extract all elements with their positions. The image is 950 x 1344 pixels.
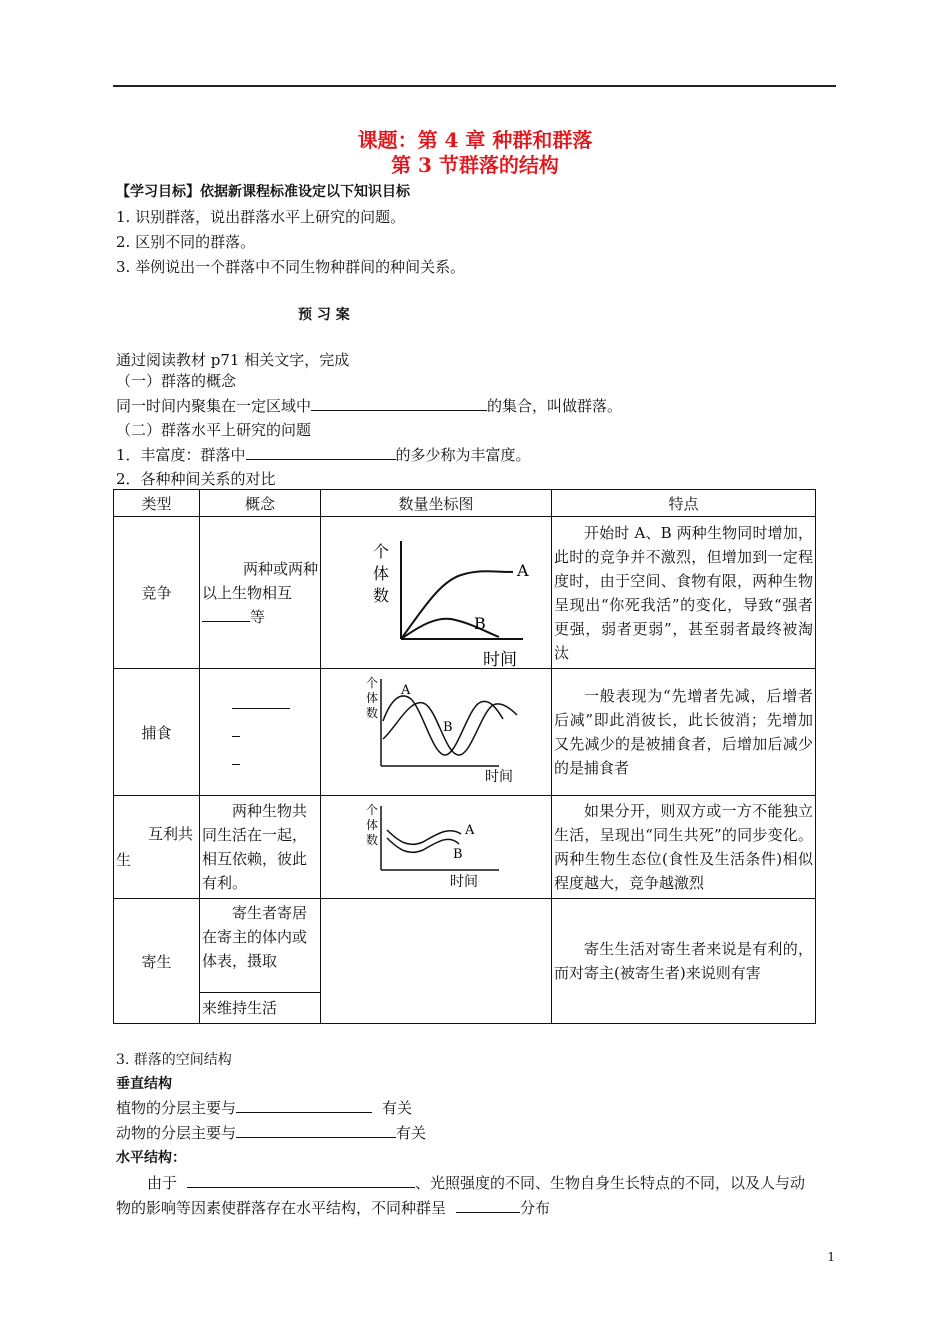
axis-label-y: 数	[366, 833, 379, 847]
horizontal-line-1	[147, 1172, 805, 1193]
blank-answer-field[interactable]	[456, 1198, 520, 1213]
concept-line: 以上生物相互	[202, 583, 293, 602]
table-header-row	[114, 490, 816, 517]
type-competition: 竞争	[114, 517, 200, 669]
page-subtitle: 第 3 节群落的结构	[391, 153, 559, 177]
concept-line: 两种或两种	[242, 559, 318, 578]
page-title: 课题：第 4 章 种群和群落	[357, 128, 593, 152]
vertical-structure-title: 垂直结构	[116, 1076, 172, 1092]
concept-line: 等	[250, 607, 266, 626]
definition-text-after: 的集合，叫做群落。	[487, 397, 623, 415]
series-b-line	[387, 838, 459, 852]
axis-label-x: 时间	[450, 874, 478, 890]
competition-graph-svg	[321, 517, 550, 668]
animal-text-after: 有关	[396, 1124, 427, 1142]
series-a-label: A	[465, 823, 475, 838]
feature-predation: 一般表现为“先增者先减，后增者后减”即此消彼长，此长彼消；先增加又先减少的是被捕食者，后增加后减少的是捕食者	[552, 669, 816, 796]
horizontal-text-before: 物的影响等因素使群落存在水平结构，不同种群呈	[116, 1199, 447, 1217]
table-row	[114, 669, 816, 796]
objective-item: 1. 识别群落，说出群落水平上研究的问题。	[116, 208, 406, 226]
spatial-heading: 3. 群落的空间结构	[116, 1052, 232, 1068]
predation-graph	[321, 669, 552, 796]
blank-answer-field[interactable]	[232, 694, 290, 709]
series-a-label: A	[517, 561, 529, 580]
header-rule	[113, 85, 836, 87]
mutualism-graph-svg	[321, 796, 550, 898]
table-row	[114, 517, 816, 669]
horizontal-text-after: 、光照强度的不同、生物自身生长特点的不同，以及人与动	[415, 1174, 806, 1192]
header-feature: 特点	[552, 490, 816, 517]
section-1-title: （一）群落的概念	[116, 372, 237, 390]
concept-parasitism-bottom: 来维持生活	[202, 999, 278, 1017]
richness-text-before: 1．丰富度：群落中	[116, 446, 246, 464]
horizontal-structure-title: 水平结构：	[116, 1150, 186, 1166]
axis-label-y: 数	[366, 706, 379, 720]
horizontal-text-after: 分布	[520, 1199, 551, 1217]
header-type: 类型	[114, 490, 200, 517]
feature-parasitism: 寄生生活对寄生者来说是有利的，而对寄主(被寄生者)来说则有害	[552, 899, 816, 1024]
predation-graph-svg	[321, 669, 550, 795]
section-2-title: （二）群落水平上研究的问题	[116, 421, 312, 439]
type-mutualism-label: 互利共生	[116, 825, 194, 869]
axis-label-y: 体	[373, 564, 390, 583]
axis-label-y: 体	[366, 691, 379, 705]
concept-blank-line	[232, 718, 318, 746]
header-concept: 概念	[200, 490, 321, 517]
animal-text-before: 动物的分层主要与	[116, 1124, 237, 1142]
comparison-heading: 2．各种种间关系的对比	[116, 470, 276, 488]
table-row	[114, 796, 816, 899]
concept-blank-line	[232, 746, 318, 774]
type-predation: 捕食	[114, 669, 200, 796]
richness-text-after: 的多少称为丰富度。	[395, 446, 531, 464]
competition-graph	[321, 517, 552, 669]
blank-answer-field[interactable]	[202, 607, 250, 622]
concept-blank-line	[232, 690, 318, 718]
axis-label-y: 个	[366, 676, 379, 690]
series-b-label: B	[453, 847, 463, 862]
blank-answer-field[interactable]	[232, 750, 240, 765]
type-mutualism	[114, 796, 200, 899]
concept-mutualism: 两种生物共同生活在一起，相互依赖，彼此有利。	[200, 796, 321, 899]
axis-label-y: 数	[373, 586, 390, 605]
objective-item: 2. 区别不同的群落。	[116, 233, 256, 251]
concept-parasitism-top: 寄生者寄居在寄主的体内或体表，摄取	[200, 899, 320, 993]
objectives-heading: 【学习目标】依据新课程标准设定以下知识目标	[116, 184, 410, 200]
feature-competition: 开始时 A、B 两种生物同时增加，此时的竞争并不激烈，但增加到一定程度时，由于空间、食物有限，两种生物呈现出“你死我活”的变化，导致“强者更强，弱者更弱”，甚至弱者最终被淘汰	[552, 517, 816, 669]
blank-answer-field[interactable]	[236, 1123, 396, 1138]
feature-mutualism: 如果分开，则双方或一方不能独立生活，呈现出“同生共死”的同步变化。两种生物生态位(食性及生活条件)相似程度越大，竞争越激烈	[552, 796, 816, 899]
blank-answer-field[interactable]	[236, 1098, 372, 1113]
type-parasitism: 寄生	[114, 899, 200, 1024]
concept-predation	[200, 669, 321, 796]
series-b-label: B	[474, 614, 486, 633]
horizontal-text-before: 由于	[147, 1174, 178, 1192]
objective-item: 3. 举例说出一个群落中不同生物种群间的种间关系。	[116, 258, 466, 276]
axis-label-y: 个	[373, 542, 390, 561]
definition-text-before: 同一时间内聚集在一定区域中	[116, 397, 312, 415]
series-a-label: A	[401, 683, 411, 698]
richness-item	[116, 444, 531, 465]
blank-answer-field[interactable]	[187, 1173, 415, 1188]
table-row	[114, 899, 816, 1024]
header-graph: 数量坐标图	[321, 490, 552, 517]
concept-parasitism	[200, 899, 321, 1024]
blank-answer-field[interactable]	[311, 396, 487, 411]
axis-label-x: 时间	[483, 650, 517, 668]
plant-text-before: 植物的分层主要与	[116, 1099, 237, 1117]
series-b-label: B	[443, 720, 453, 735]
plant-text-after: 有关	[382, 1099, 413, 1117]
preview-heading: 预 习 案	[298, 307, 350, 323]
axis-label-y: 体	[366, 818, 379, 832]
concept-line-blank	[202, 605, 318, 629]
mutualism-graph	[321, 796, 552, 899]
interspecific-relations-table	[113, 489, 816, 1024]
plant-layering	[116, 1097, 412, 1118]
blank-answer-field[interactable]	[246, 445, 396, 460]
concept-competition	[200, 517, 321, 669]
axis-label-y: 个	[366, 803, 379, 817]
animal-layering	[116, 1122, 426, 1143]
series-a-line	[387, 830, 461, 844]
axis-label-x: 时间	[485, 769, 513, 785]
parasitism-graph-empty	[321, 899, 552, 1024]
horizontal-line-2	[116, 1197, 550, 1218]
page-number: 1	[827, 1250, 835, 1264]
community-definition	[116, 395, 622, 416]
preview-intro: 通过阅读教材 p71 相关文字，完成	[116, 351, 350, 369]
blank-answer-field[interactable]	[232, 722, 240, 737]
